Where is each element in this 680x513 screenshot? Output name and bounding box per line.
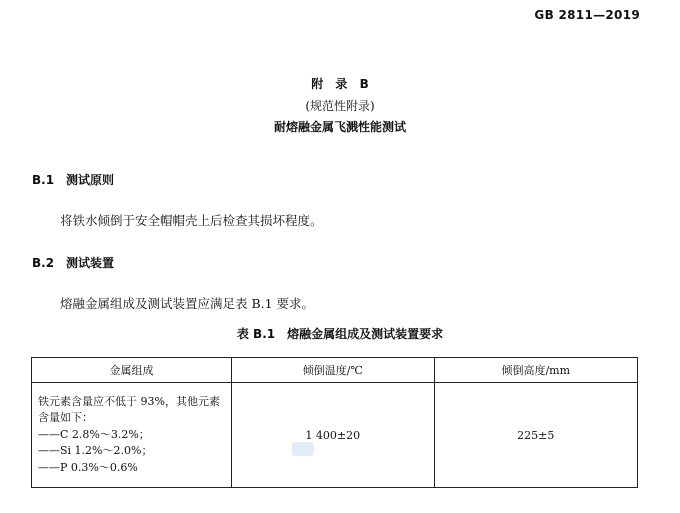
composition-line: ——Si 1.2%～2.0%； (38, 444, 153, 458)
header-height: 倾倒高度/mm (434, 358, 638, 383)
composition-line: ——C 2.8%～3.2%； (38, 427, 150, 441)
header-composition: 金属组成 (32, 358, 232, 383)
table-row (32, 383, 638, 488)
section-text-b1: 将铁水倾倒于安全帽帽壳上后检查其损坏程度。 (60, 213, 323, 228)
table-caption: 表 B.1 熔融金属组成及测试装置要求 (236, 327, 444, 341)
watermark-logo (292, 442, 314, 456)
composition-line: ——P 0.3%～0.6% (38, 460, 138, 474)
table-header-row (32, 358, 638, 383)
section-text-b2: 熔融金属组成及测试装置应满足表 B.1 要求。 (60, 296, 315, 311)
section-number: B.1 (32, 173, 55, 187)
spec-table (31, 357, 638, 488)
composition-line: 含量如下： (38, 411, 93, 425)
annex-type: (规范性附录) (305, 99, 375, 113)
section-heading-b2 (32, 254, 114, 271)
section-title: 测试装置 (66, 256, 115, 270)
temperature-cell: 1 400±20 (231, 383, 434, 488)
section-heading-b1 (32, 171, 114, 188)
section-number: B.2 (32, 256, 55, 270)
header-temperature: 倾倒温度/℃ (231, 358, 434, 383)
annex-title: 附 录 B (311, 77, 369, 91)
annex-name: 耐熔融金属飞溅性能测试 (273, 120, 406, 134)
composition-line: 铁元素含量应不低于 93%，其他元素 (38, 394, 220, 408)
composition-cell (32, 383, 232, 488)
standard-number: GB 2811—2019 (534, 8, 640, 22)
height-cell: 225±5 (434, 383, 638, 488)
section-title: 测试原则 (66, 173, 115, 187)
